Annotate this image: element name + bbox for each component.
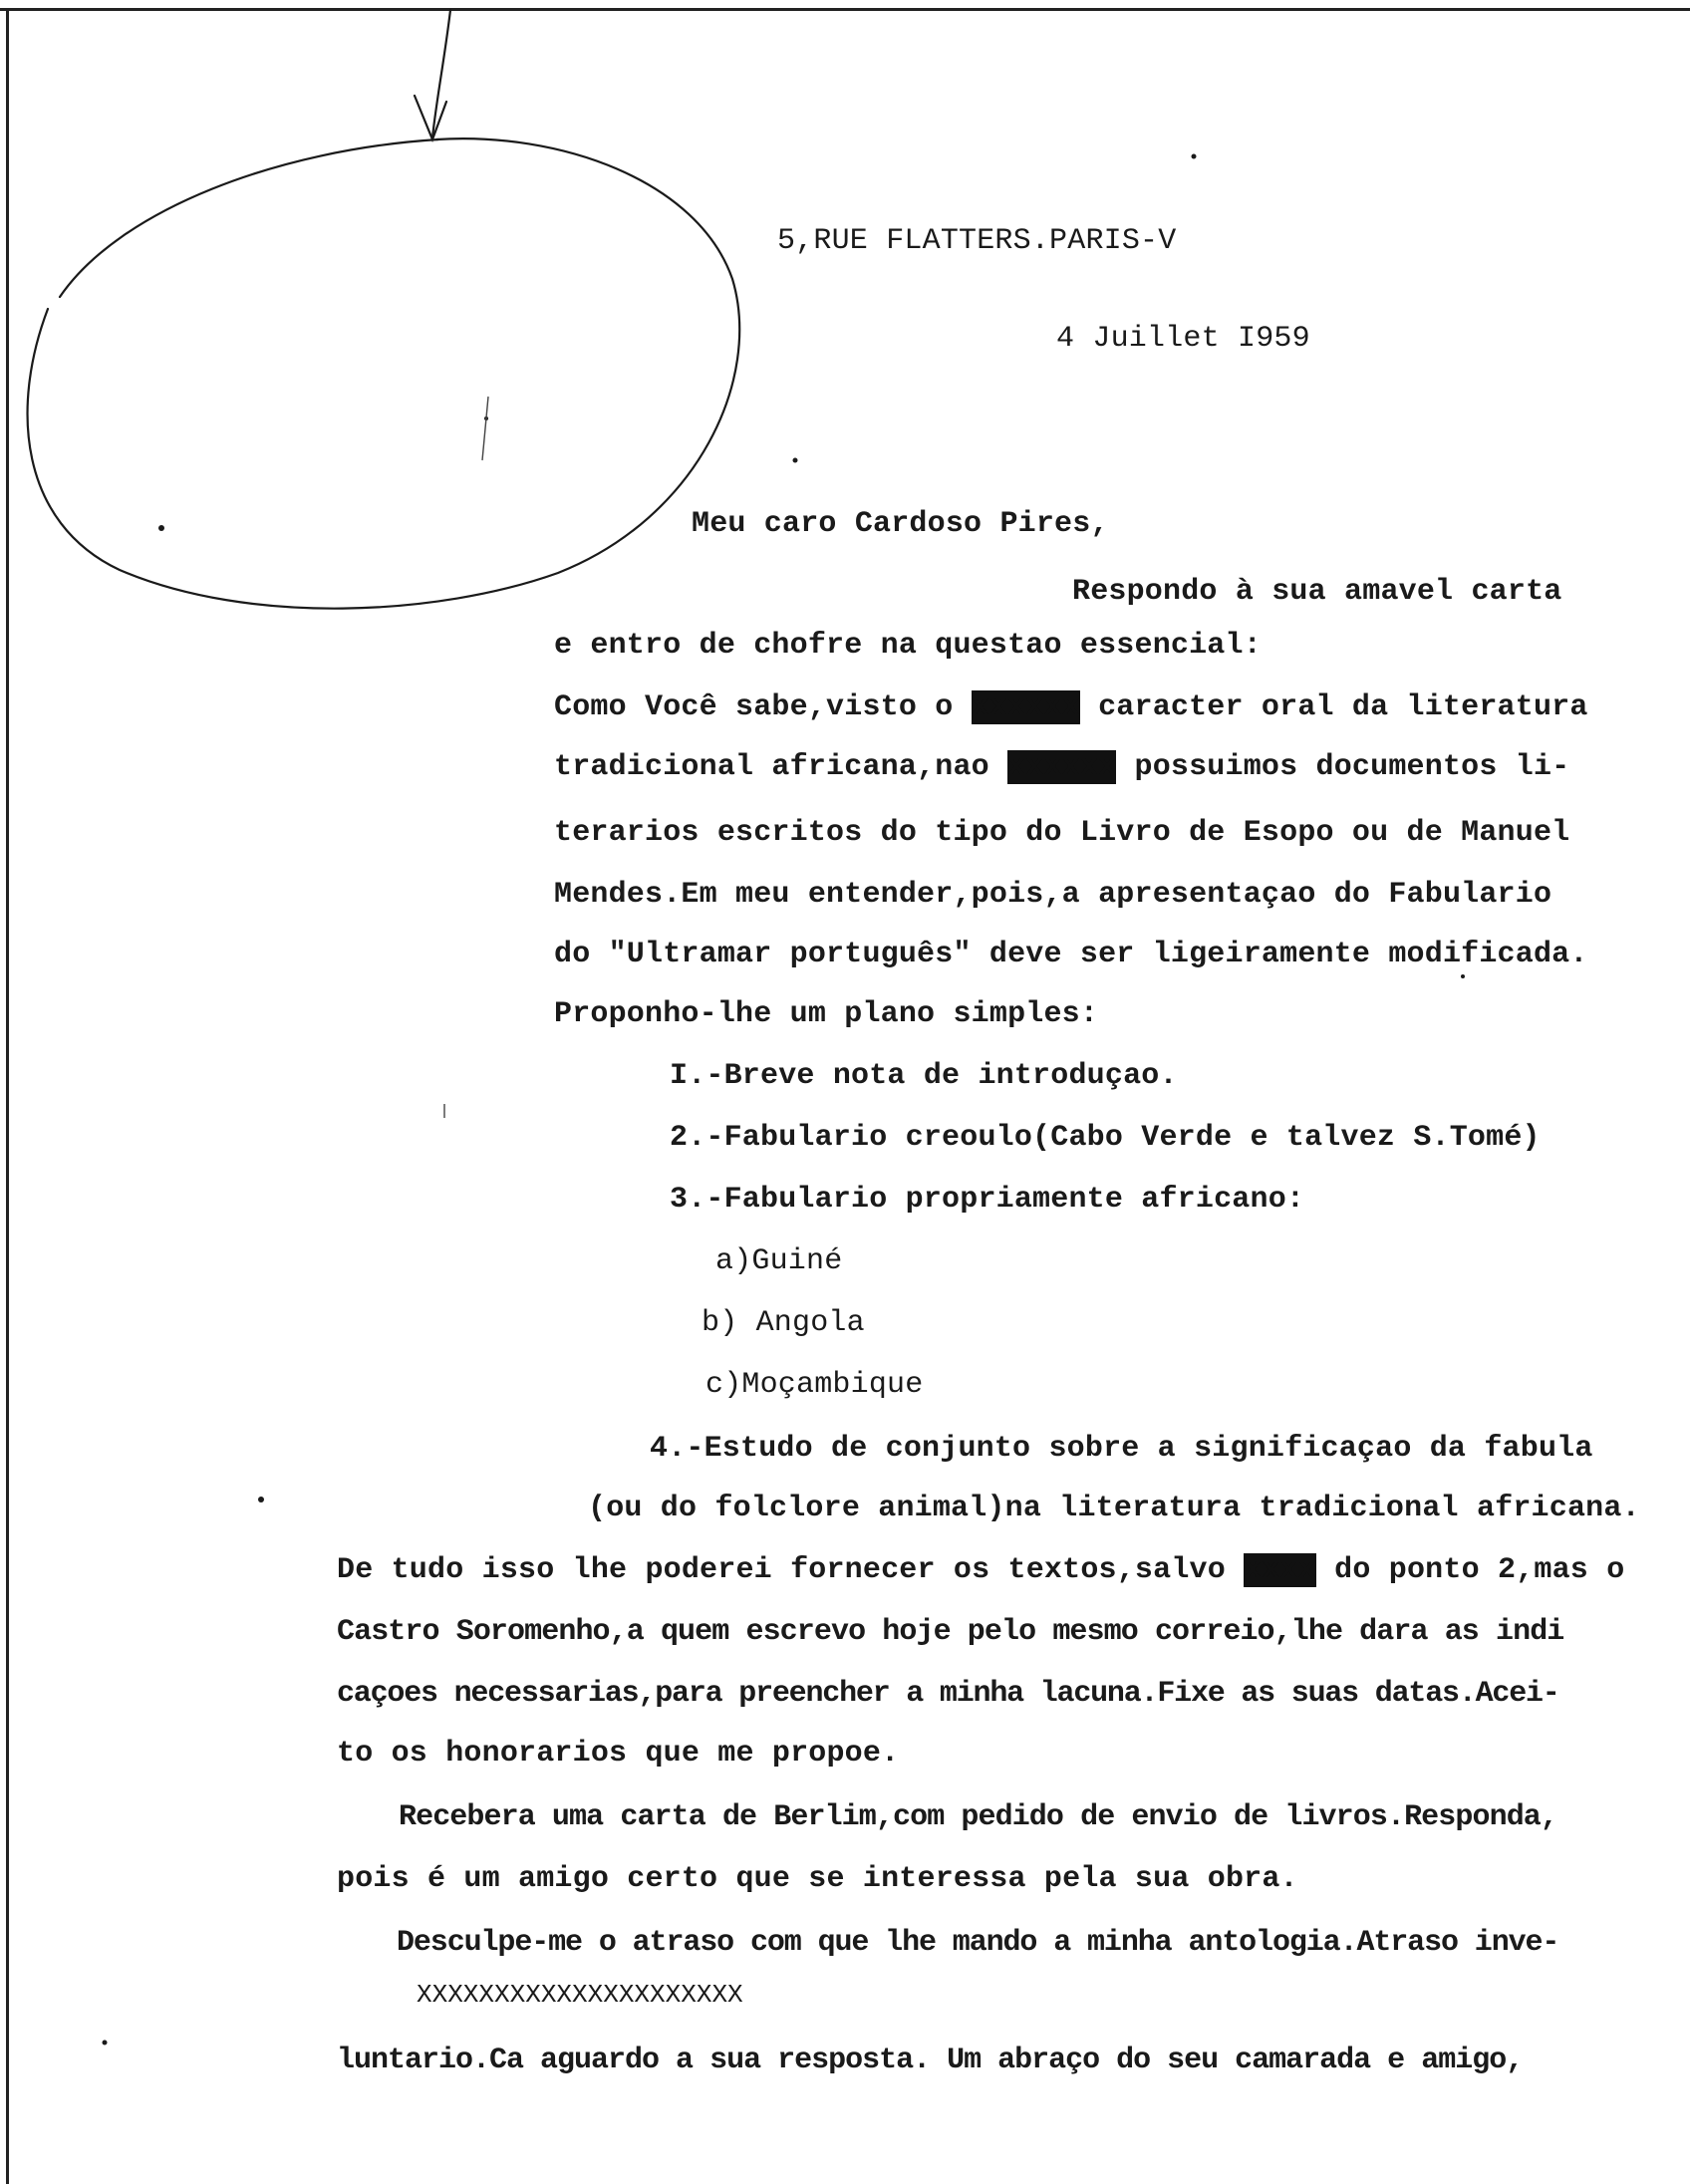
- sender-address: 5,RUE FLATTERS.PARIS-V: [777, 224, 1177, 258]
- paragraph-1-line-1: Respondo à sua amavel carta: [1072, 575, 1562, 609]
- paragraph-2-line-3: terarios escritos do tipo do Livro de Esopo ou de Manuel: [554, 816, 1570, 850]
- text: caracter oral da literatura: [1079, 690, 1588, 724]
- paragraph-2-line-6: Proponho-lhe um plano simples:: [554, 997, 1099, 1031]
- text: Como Você sabe,visto o: [554, 690, 972, 724]
- pencil-mark: [482, 397, 488, 460]
- plan-item-3b: b) Angola: [702, 1306, 865, 1340]
- plan-item-1: I.-Breve nota de introduçao.: [670, 1059, 1178, 1093]
- struck-out-text: xxxxxx: [971, 690, 1080, 724]
- letter-date: 4 Juillet I959: [1056, 322, 1310, 356]
- typed-x-out-line: XXXXXXXXXXXXXXXXXXXXX: [417, 1980, 743, 2010]
- plan-item-2: 2.-Fabulario creoulo(Cabo Verde e talvez S.Tomé): [670, 1121, 1541, 1155]
- paragraph-5-line-1: Desculpe-me o atraso com que lhe mando a minha antologia.Atraso inve-: [397, 1926, 1559, 1960]
- paragraph-4-line-2: pois é um amigo certo que se interessa pela sua obra.: [337, 1862, 1298, 1896]
- paragraph-3-line-3: caçoes necessarias,para preencher a minha lacuna.Fixe as suas datas.Acei-: [337, 1677, 1559, 1711]
- struck-out-text: xxxxxx: [1007, 750, 1117, 784]
- struck-out-text: xxxx: [1244, 1553, 1316, 1587]
- plan-item-3: 3.-Fabulario propriamente africano:: [670, 1183, 1305, 1217]
- paragraph-5-line-2: luntario.Ca aguardo a sua resposta. Um abraço do seu camarada e amigo,: [337, 2044, 1524, 2077]
- arrow-head-icon: [415, 96, 446, 139]
- paragraph-3-line-1: [337, 1552, 1624, 1588]
- plan-item-3a: a)Guiné: [715, 1244, 843, 1278]
- paragraph-3-line-4: to os honorarios que me propoe.: [337, 1737, 900, 1771]
- hand-drawn-oval: [28, 138, 740, 609]
- salutation: Meu caro Cardoso Pires,: [692, 507, 1109, 541]
- plan-item-3c: c)Moçambique: [705, 1368, 924, 1402]
- text: possuimos documentos li-: [1116, 750, 1570, 784]
- text: tradicional africana,nao: [554, 750, 1008, 784]
- plan-item-4-line-1: 4.-Estudo de conjunto sobre a significaçao da fabula: [650, 1432, 1593, 1466]
- paragraph-4-line-1: Recebera uma carta de Berlim,com pedido de envio de livros.Responda,: [399, 1800, 1557, 1834]
- paragraph-2-line-1: [554, 689, 1588, 725]
- paragraph-3-line-2: Castro Soromenho,a quem escrevo hoje pelo mesmo correio,lhe dara as indi: [337, 1615, 1564, 1649]
- paragraph-1-line-2: e entro de chofre na questao essencial:: [554, 629, 1262, 663]
- paragraph-2-line-4: Mendes.Em meu entender,pois,a apresentaçao do Fabulario: [554, 878, 1552, 912]
- plan-item-4-line-2: (ou do folclore animal)na literatura tradicional africana.: [588, 1492, 1640, 1525]
- hand-drawn-oval-start: [60, 139, 438, 297]
- text: do ponto 2,mas o: [1315, 1553, 1625, 1587]
- paragraph-2-line-5: do "Ultramar português" deve ser ligeiramente modificada.: [554, 938, 1588, 971]
- arrow-shaft: [432, 10, 450, 137]
- paragraph-2-line-2: [554, 749, 1569, 785]
- text: De tudo isso lhe poderei fornecer os textos,salvo: [337, 1553, 1245, 1587]
